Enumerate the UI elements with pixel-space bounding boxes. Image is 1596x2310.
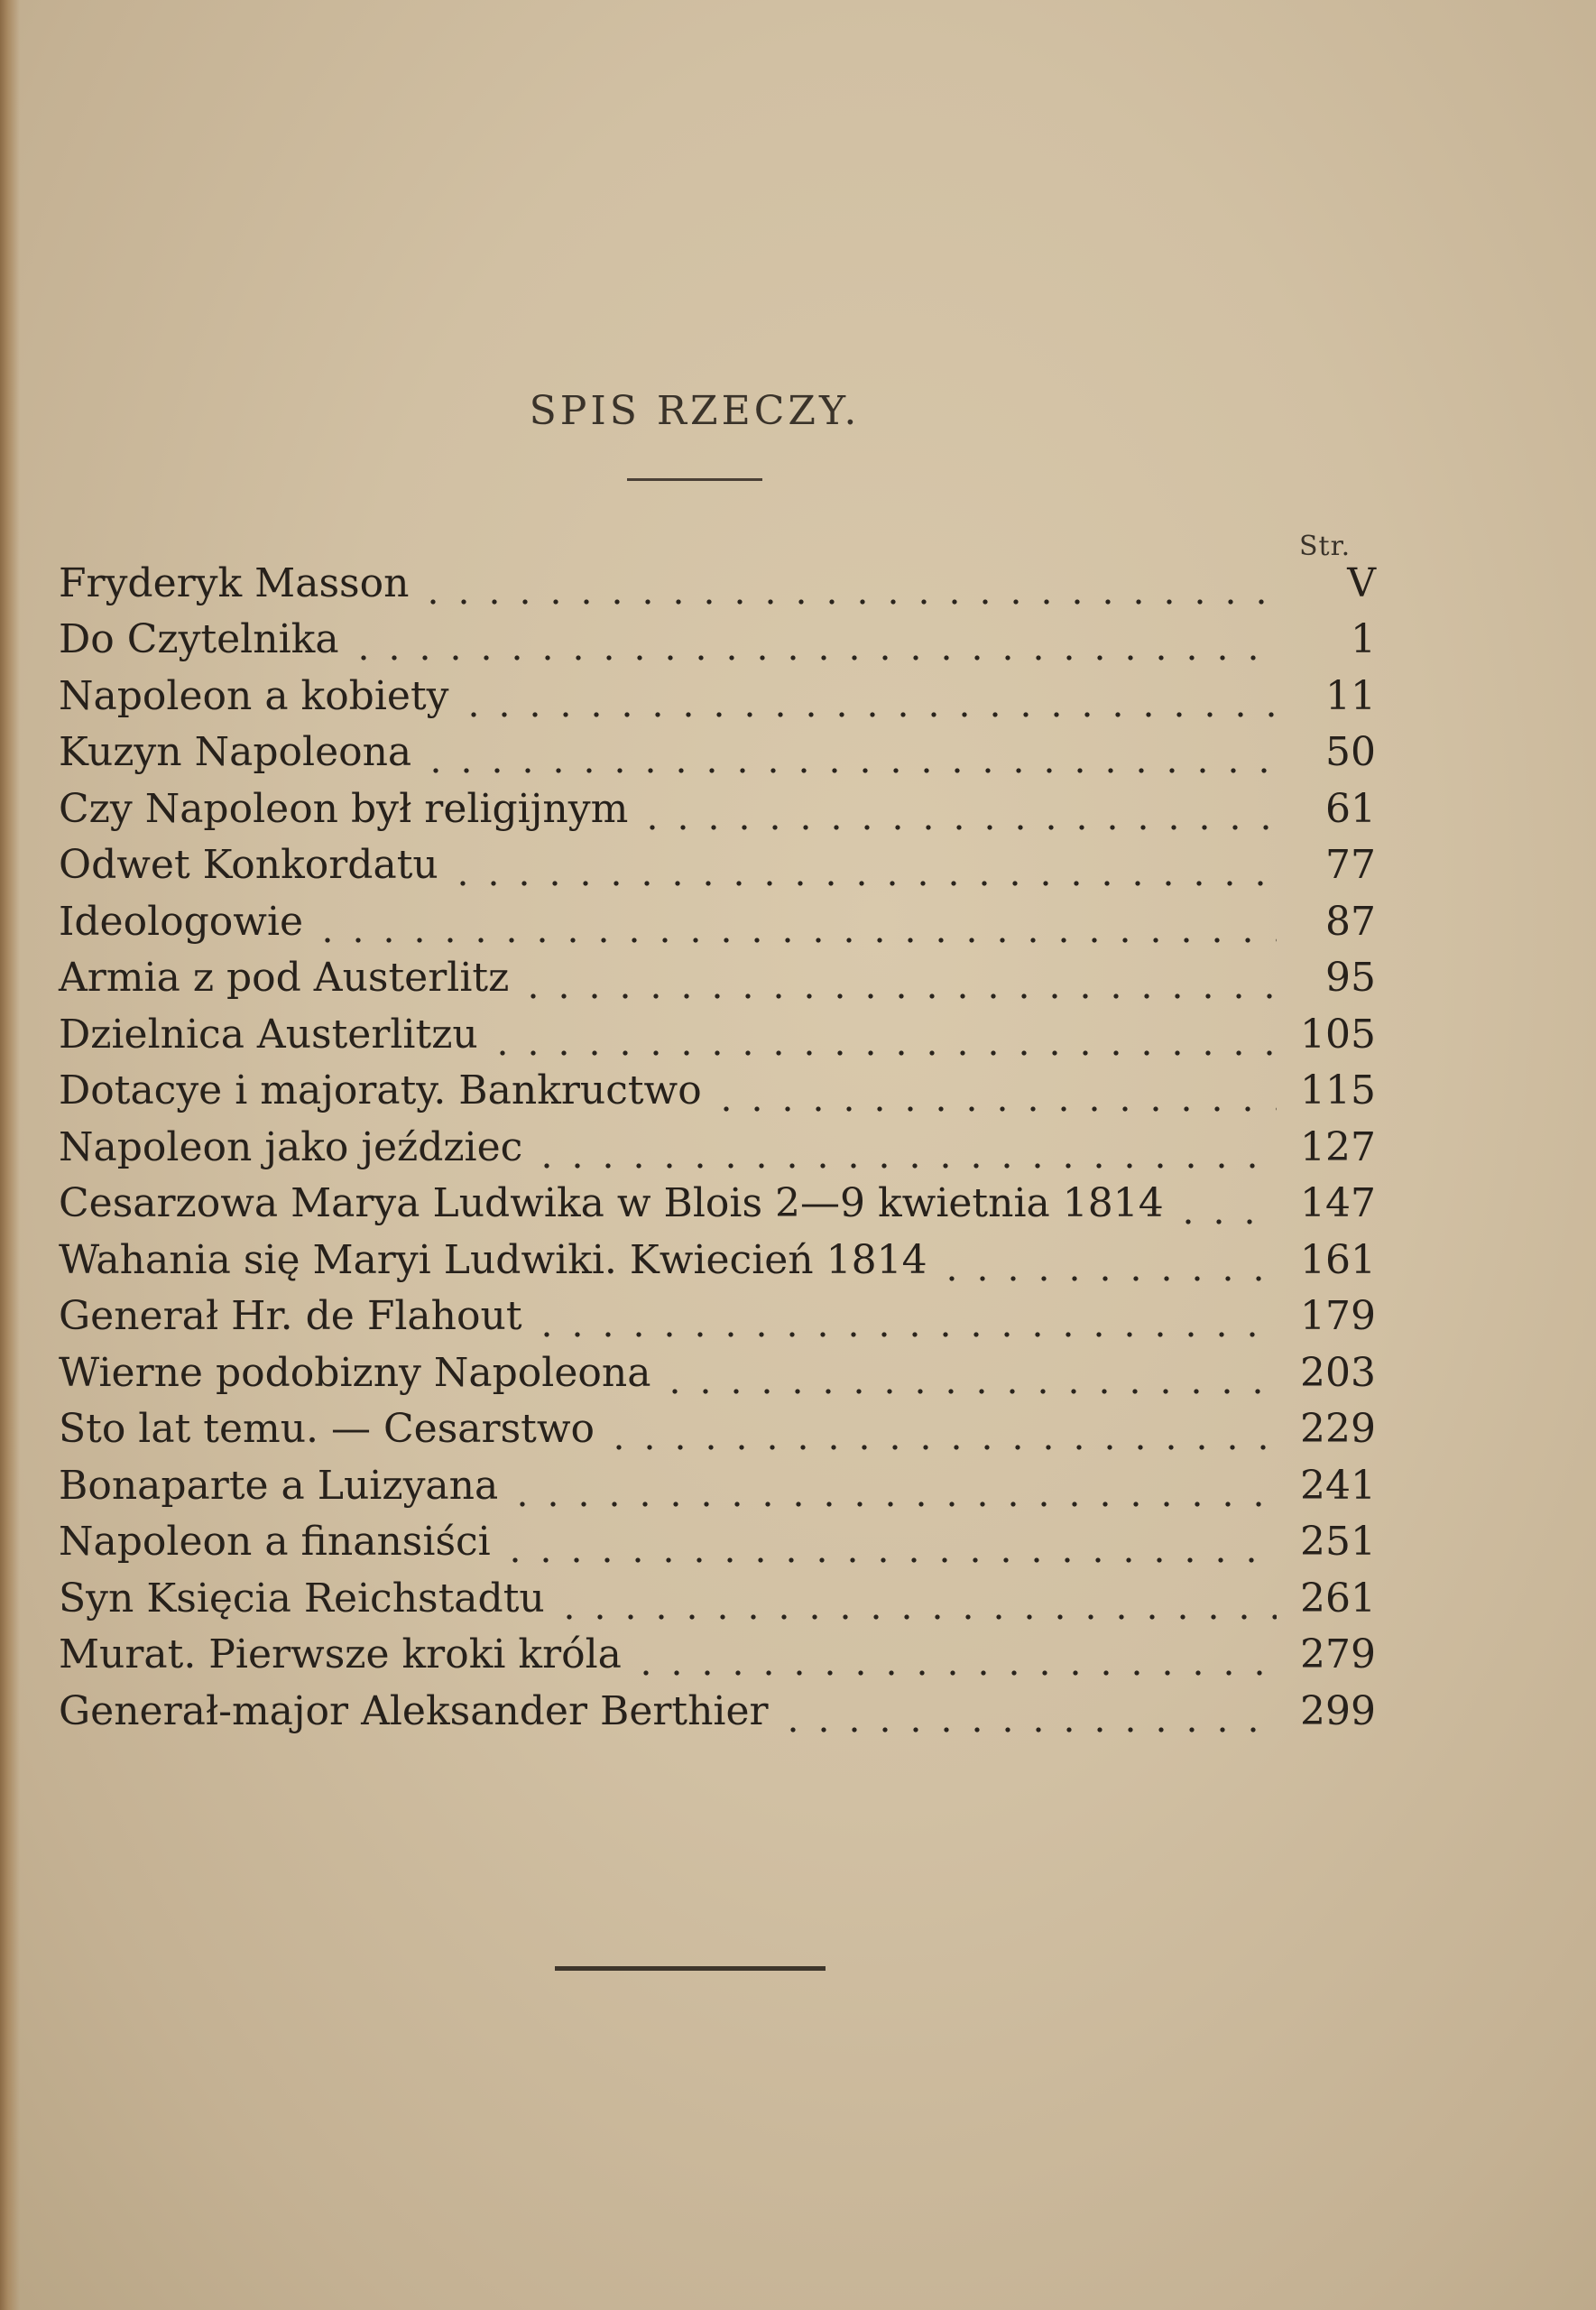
toc-entry-page: 161 <box>1300 1236 1376 1283</box>
toc-entry-page: 203 <box>1300 1349 1376 1396</box>
table-of-contents <box>59 550 1376 1751</box>
toc-entry-page: 1 <box>1351 616 1376 662</box>
dot-leader <box>554 1575 1277 1622</box>
toc-entry-title: Dzielnica Austerlitzu <box>59 1011 478 1058</box>
toc-entry <box>59 550 1376 607</box>
dot-leader <box>711 1067 1277 1114</box>
toc-entry-title: Cesarzowa Marya Ludwika w Blois 2—9 kwietnia 1814 <box>59 1180 1164 1226</box>
page-title: SPIS RZECZY. <box>529 388 861 434</box>
toc-entry-page: 299 <box>1300 1687 1376 1734</box>
toc-entry-title: Fryderyk Masson <box>59 559 410 606</box>
toc-entry-title: Napoleon a finansiści <box>59 1519 491 1565</box>
toc-entry <box>59 1622 1376 1679</box>
toc-entry-page: 251 <box>1300 1519 1376 1565</box>
toc-entry-page: 115 <box>1300 1067 1376 1113</box>
toc-entry <box>59 1227 1376 1284</box>
toc-entry <box>59 1002 1376 1058</box>
toc-entry <box>59 1058 1376 1115</box>
page-edge-shadow <box>0 0 20 2310</box>
page-column-label: Str. <box>1299 531 1352 562</box>
toc-entry-page: 61 <box>1325 785 1376 832</box>
toc-entry <box>59 1510 1376 1566</box>
toc-entry-title: Bonaparte a Luizyana <box>59 1462 499 1509</box>
toc-entry-title: Wahania się Maryi Ludwiki. Kwiecień 1814 <box>59 1236 927 1283</box>
dot-leader <box>604 1406 1277 1453</box>
dot-leader <box>487 1012 1277 1058</box>
title-underline <box>627 478 762 481</box>
toc-entry-page: 279 <box>1300 1631 1376 1677</box>
toc-entry-title: Syn Księcia Reichstadtu <box>59 1575 545 1622</box>
bottom-divider <box>555 1966 826 1971</box>
toc-entry-title: Odwet Konkordatu <box>59 842 438 888</box>
dot-leader <box>458 673 1277 720</box>
dot-leader <box>507 1463 1277 1510</box>
dot-leader <box>936 1237 1277 1284</box>
toc-entry-page: 179 <box>1300 1293 1376 1339</box>
toc-entry-page: 95 <box>1325 955 1376 1001</box>
toc-entry <box>59 1284 1376 1341</box>
toc-entry <box>59 1397 1376 1454</box>
toc-entry <box>59 1453 1376 1510</box>
toc-entry-title: Generał-major Aleksander Berthier <box>59 1687 769 1734</box>
dot-leader <box>531 1293 1278 1340</box>
toc-entry-page: 127 <box>1300 1123 1376 1170</box>
toc-entry <box>59 1171 1376 1228</box>
dot-leader <box>518 955 1277 1002</box>
toc-entry-title: Sto lat temu. — Cesarstwo <box>59 1406 595 1452</box>
toc-entry <box>59 607 1376 664</box>
toc-entry-page: 87 <box>1325 898 1376 945</box>
toc-entry <box>59 663 1376 720</box>
dot-leader <box>312 899 1277 946</box>
toc-entry-page: 77 <box>1325 842 1376 888</box>
toc-entry-page: 50 <box>1325 729 1376 775</box>
dot-leader <box>348 616 1277 663</box>
toc-entry <box>59 1340 1376 1397</box>
toc-entry <box>59 1566 1376 1622</box>
dot-leader <box>660 1350 1277 1397</box>
toc-entry-title: Wierne podobizny Napoleona <box>59 1349 651 1396</box>
toc-entry <box>59 889 1376 946</box>
toc-entry-title: Kuzyn Napoleona <box>59 729 412 775</box>
toc-entry-page: 105 <box>1300 1011 1376 1058</box>
dot-leader <box>418 560 1277 607</box>
toc-entry-title: Czy Napoleon był religijnym <box>59 785 629 832</box>
toc-entry <box>59 720 1376 777</box>
toc-entry-title: Napoleon a kobiety <box>59 672 449 719</box>
toc-entry-page: 241 <box>1300 1462 1376 1509</box>
dot-leader <box>447 842 1277 889</box>
dot-leader <box>1173 1180 1277 1227</box>
toc-entry-page: 229 <box>1300 1406 1376 1452</box>
toc-entry-title: Dotacye i majoraty. Bankructwo <box>59 1067 702 1113</box>
toc-entry-title: Armia z pod Austerlitz <box>59 955 510 1001</box>
dot-leader <box>420 729 1277 776</box>
toc-entry <box>59 1114 1376 1171</box>
toc-entry <box>59 946 1376 1003</box>
toc-entry-title: Generał Hr. de Flahout <box>59 1293 522 1339</box>
toc-entry <box>59 833 1376 890</box>
toc-entry-page: 11 <box>1325 672 1376 719</box>
toc-entry-title: Murat. Pierwsze kroki króla <box>59 1631 622 1677</box>
toc-entry <box>59 1678 1376 1735</box>
toc-entry-title: Napoleon jako jeździec <box>59 1123 523 1170</box>
toc-entry-title: Do Czytelnika <box>59 616 339 662</box>
toc-entry-page: V <box>1347 559 1376 606</box>
toc-entry-title: Ideologowie <box>59 898 304 945</box>
dot-leader <box>778 1688 1277 1735</box>
toc-entry <box>59 776 1376 833</box>
toc-entry-page: 261 <box>1300 1575 1376 1622</box>
dot-leader <box>637 786 1277 833</box>
dot-leader <box>531 1124 1277 1171</box>
toc-entry-page: 147 <box>1300 1180 1376 1226</box>
dot-leader <box>631 1631 1277 1678</box>
dot-leader <box>500 1519 1277 1566</box>
